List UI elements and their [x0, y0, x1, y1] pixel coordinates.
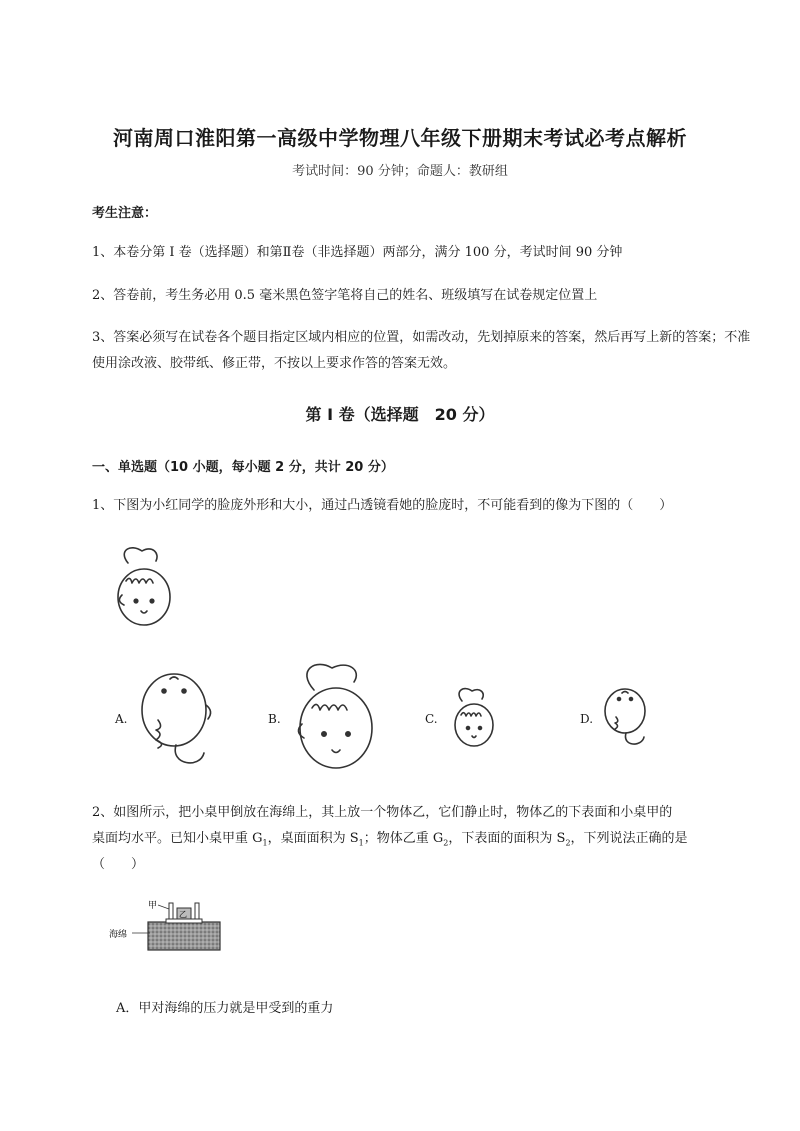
figure-label-yi: 乙 — [179, 910, 187, 919]
section-title: 第 I 卷（选择题 20 分） — [305, 405, 495, 424]
question-2-line-3: （ ） — [92, 857, 145, 872]
figure-label-jia: 甲 — [148, 901, 158, 911]
note-item-2: 2、答卷前，考生务必用 0.5 毫米黑色签字笔将自己的姓名、班级填写在试卷规定位置上 — [92, 288, 598, 303]
part-title: 一、单选题（10 小题，每小题 2 分，共计 20 分） — [92, 460, 394, 475]
figure-label-sponge: 海绵 — [109, 930, 128, 940]
option-c-label: C. — [425, 712, 438, 726]
question-1-text: 1、下图为小红同学的脸庞外形和大小，通过凸透镜看她的脸庞时，不可能看到的像为下图的（ ） — [92, 498, 673, 513]
face-option-c-image — [448, 685, 498, 750]
question-2-line-1: 2、如图所示，把小桌甲倒放在海绵上，其上放一个物体乙，它们静止时，物体乙的下表面和小桌甲的 — [92, 805, 673, 820]
notes-heading: 考生注意： — [92, 206, 158, 221]
option-b-label: B. — [268, 712, 281, 726]
question-2-line-2: 桌面均水平。已知小桌甲重 $G_1$，桌面面积为 $S_1$；物体乙重 $G_2$，下表面的面积为 $S_2$，下列说法正确的是 — [92, 831, 688, 848]
note-item-3: 3、答案必须写在试卷各个题目指定区域内相应的位置，如需改动，先划掉原来的答案，然后再写上新的答案；不准使用涂改液、胶带纸、修正带，不按以上要求作答的答案无效。 — [92, 330, 751, 371]
option-d-label: D. — [580, 712, 594, 726]
note-item-1: 1、本卷分第 I 卷（选择题）和第Ⅱ卷（非选择题）两部分，满分 100 分，考试时间 90 分钟 — [92, 245, 623, 260]
question-2-option-a: A．甲对海绵的压力就是甲受到的重力 — [116, 1001, 334, 1016]
page-title: 河南周口淮阳第一高级中学物理八年级下册期末考试必考点解析 — [113, 126, 687, 150]
sponge-table-figure — [108, 895, 223, 953]
option-a-label: A. — [115, 712, 128, 726]
face-original-image — [108, 545, 178, 630]
face-option-b-image — [290, 660, 380, 775]
face-option-a-image — [130, 665, 220, 775]
exam-info: 考试时间：90 分钟；命题人：教研组 — [292, 164, 508, 179]
face-option-d-image — [598, 685, 653, 750]
